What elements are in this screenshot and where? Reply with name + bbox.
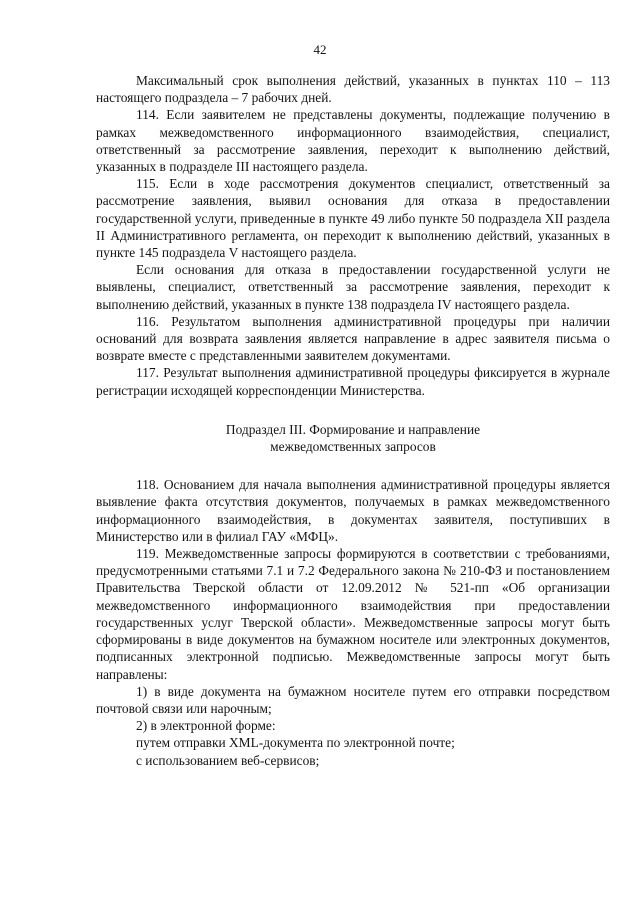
subsection-heading-line-1: Подраздел III. Формирование и направление [225,421,481,437]
subsection-heading [96,421,610,455]
paragraph-118: 118. Основанием для начала выполнения административной процедуры является выявление факта отсутствия документов, получаемых в рамках межведомственного информационного взаимодействия, в документах заявителя, поступивших в Министерство или в филиал ГАУ «МФЦ». [96,477,610,544]
paragraph-114: 114. Если заявителем не представлены документы, подлежащие получению в рамках межведомственного информационного взаимодействия, специалист, ответственный за рассмотрение заявления, переходит к выполнению действий, указанных в подразделе III настоящего раздела. [96,107,610,175]
paragraph-115: 115. Если в ходе рассмотрения документов специалист, ответственный за рассмотрение заявления, выявил основания для отказа в предоставлении государственной услуги, приведенные в пункте 49 либо пункте 50 подраздела XII раздела II Административного регламента, он переходит к выполнению действий, указанных в пункте 145 подраздела V настоящего раздела. [96,176,610,261]
list-item-xml-email: путем отправки XML-документа по электронной почте; [136,735,455,751]
list-item-web-services: с использованием веб-сервисов; [136,752,320,768]
list-item-electronic: 2) в электронной форме: [136,718,276,734]
paragraph-max-term: Максимальный срок выполнения действий, указанных в пунктах 110 – 113 настоящего подраздела – 7 рабочих дней. [96,73,610,106]
list-item-paper: 1) в виде документа на бумажном носителе путем его отправки посредством почтовой связи или нарочным; [96,683,610,716]
page-body [96,72,610,769]
paragraph-116: 116. Результатом выполнения административной процедуры при наличии оснований для возврата заявления является направление в адрес заявителя письма о возврате вместе с представленными заявителем документами. [96,313,610,364]
subsection-heading-line-2: межведомственных запросов [270,439,436,455]
paragraph-115-continued: Если основания для отказа в предоставлении государственной услуги не выявлены, специалист, ответственный за рассмотрение заявления, переходит к выполнению действий, указанных в пункте 138 подраздела IV настоящего раздела. [96,262,610,312]
paragraph-117: 117. Результат выполнения административной процедуры фиксируется в журнале регистрации исходящей корреспонденции Министерства. [96,365,610,398]
page-number: 42 [313,42,327,57]
paragraph-119: 119. Межведомственные запросы формируются в соответствии с требованиями, предусмотренными статьями 7.1 и 7.2 Федерального закона № 210-ФЗ и постановлением Правительства Тверской области от 12.09.2012 № 521-пп «Об организации межведомственного информационного взаимодействия при предоставлении государственных услуг Тверской области». Межведомственные запросы могут быть сформированы в виде документов на бумажном носителе или электронных документов, подписанных электронной подписью. Межведомственные запросы могут быть направлены: [96,546,610,682]
